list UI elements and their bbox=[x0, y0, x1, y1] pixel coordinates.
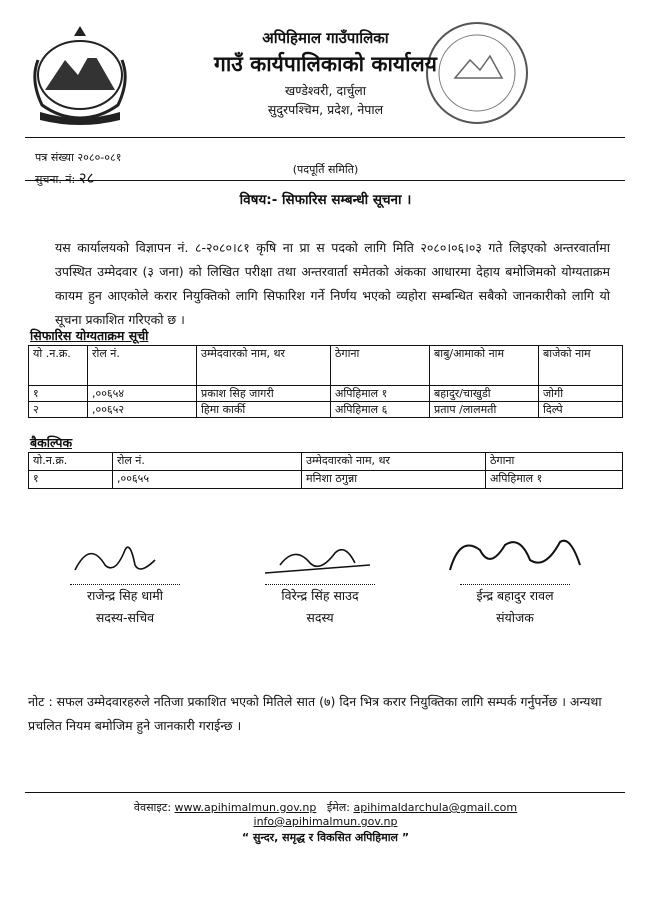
footer-email-secondary[interactable] bbox=[0, 815, 651, 828]
cell-address: अपिहिमाल १ bbox=[331, 386, 430, 402]
cell-serial: २ bbox=[29, 402, 88, 418]
signature-member bbox=[240, 535, 400, 629]
notice-note: नोट : सफल उम्मेदवारहरुले नतिजा प्रकाशित भएको मितिले सात (७) दिन भित्र करार नियुक्तिका लागि सम्पर्क गर्नुपर्नेछ । अन्यथा प्रचलित नियम बमोजिम हुने जानकारी गराईन्छ । bbox=[28, 694, 602, 733]
cell-name: मनिशा ठगुन्ना bbox=[302, 471, 486, 489]
letter-number-label: पत्र संख्या bbox=[35, 151, 74, 164]
cell-name: हिमा कार्की bbox=[197, 402, 331, 418]
footer-slogan: “ सुन्दर, समृद्ध र विकसित अपिहिमाल ” bbox=[241, 831, 410, 844]
handwritten-signature bbox=[240, 535, 400, 580]
handwritten-signature bbox=[430, 530, 600, 580]
office-province: सुदुरपश्चिम, प्रदेश, नेपाल bbox=[267, 102, 384, 117]
website-link[interactable]: www.apihimalmun.gov.np bbox=[174, 801, 317, 814]
table-row bbox=[29, 471, 623, 489]
alternate-list-table bbox=[28, 452, 623, 489]
notice-subject: विषय:- सिफारिस सम्बन्धी सूचना । bbox=[239, 192, 412, 208]
merit-list-title: सिफारिस योग्यताक्रम सूची bbox=[30, 328, 149, 343]
table-row bbox=[29, 402, 623, 418]
merit-list-table bbox=[28, 345, 623, 418]
col-address: ठेगाना bbox=[486, 453, 623, 471]
cell-roll: ,००६५४ bbox=[88, 386, 197, 402]
signatory-name: ईन्द्र बहादुर रावल bbox=[476, 588, 554, 603]
footer-divider bbox=[25, 792, 625, 793]
email-link-secondary[interactable]: info@apihimalmun.gov.np bbox=[253, 815, 398, 828]
signatory-name: विरेन्द्र सिंह साउद bbox=[281, 588, 359, 603]
col-parents: बाबु/आमाको नाम bbox=[430, 346, 539, 386]
col-address: ठेगाना bbox=[331, 346, 430, 386]
table-row bbox=[29, 386, 623, 402]
office-name: गाउँ कार्यपालिकाको कार्यालय bbox=[214, 52, 437, 76]
cell-grandfather: दिल्पे bbox=[539, 402, 623, 418]
cell-name: प्रकाश सिह जागरी bbox=[197, 386, 331, 402]
signatory-role: सदस्य-सचिव bbox=[95, 610, 155, 625]
handwritten-signature bbox=[45, 535, 205, 580]
cell-roll: ,००६५२ bbox=[88, 402, 197, 418]
email-label: ईमेल: bbox=[326, 801, 350, 814]
office-location: खण्डेश्वरी, दार्चुला bbox=[285, 83, 366, 98]
notice-number-label: सुचना. नं: bbox=[35, 173, 76, 186]
website-label: वेवसाइट: bbox=[133, 801, 172, 814]
cell-roll: ,००६५५ bbox=[113, 471, 302, 489]
col-serial: यो .न.क्र. bbox=[29, 346, 88, 386]
signature-member-secretary bbox=[45, 535, 205, 629]
cell-parents: बहादुर/चाखुडी bbox=[430, 386, 539, 402]
col-roll: रोल नं. bbox=[113, 453, 302, 471]
cell-parents: प्रताप /लालमती bbox=[430, 402, 539, 418]
col-grandfather: बाजेको नाम bbox=[539, 346, 623, 386]
meta-divider bbox=[25, 180, 625, 181]
signatory-role: संयोजक bbox=[496, 610, 534, 625]
notice-body: यस कार्यालयको विज्ञापन नं. ८-२०८०।८१ कृषि ना प्रा स पदको लागि मिति २०८०।०६।०३ गते लिइएको अन्तरवार्तामा उपस्थित उम्मेदवार (३ जना) को लिखित परीक्षा तथा अन्तरवार्ता समेतको अंकका आधारमा देहाय बमोजिमको योग्यताक्रम कायम हुन आएकोले करार नियुक्तिको लागि सिफारिश गर्ने निर्णय भएको व्यहोरा सम्बन्धित सबैको जानकारीको लागि यो सूचना प्रकाशित गरिएको छ । bbox=[55, 240, 610, 327]
municipality-name: अपिहिमाल गाउँपालिका bbox=[262, 29, 389, 47]
signature-coordinator bbox=[430, 530, 600, 629]
notice-number-value: २८ bbox=[78, 169, 95, 187]
cell-serial: १ bbox=[29, 471, 113, 489]
table-header-row bbox=[29, 346, 623, 386]
cell-serial: १ bbox=[29, 386, 88, 402]
footer-contact bbox=[0, 800, 651, 815]
cell-address: अपिहिमाल ६ bbox=[331, 402, 430, 418]
cell-grandfather: जोगी bbox=[539, 386, 623, 402]
signatory-name: राजेन्द्र सिह धामी bbox=[86, 588, 164, 603]
col-serial: यो.न.क्र. bbox=[29, 453, 113, 471]
letter-number-value: २०८०-०८१ bbox=[77, 151, 122, 164]
committee-label: (पदपूर्ति समिति) bbox=[292, 163, 359, 176]
table-header-row bbox=[29, 453, 623, 471]
header-divider bbox=[25, 137, 625, 138]
email-link[interactable]: apihimaldarchula@gmail.com bbox=[353, 801, 518, 814]
col-roll: रोल नं. bbox=[88, 346, 197, 386]
cell-address: अपिहिमाल १ bbox=[486, 471, 623, 489]
col-name: उम्मेदवारको नाम, थर bbox=[302, 453, 486, 471]
col-name: उम्मेदवारको नाम, थर bbox=[197, 346, 331, 386]
alternate-list-title: बैकल्पिक bbox=[30, 435, 73, 450]
signatory-role: सदस्य bbox=[306, 610, 334, 625]
